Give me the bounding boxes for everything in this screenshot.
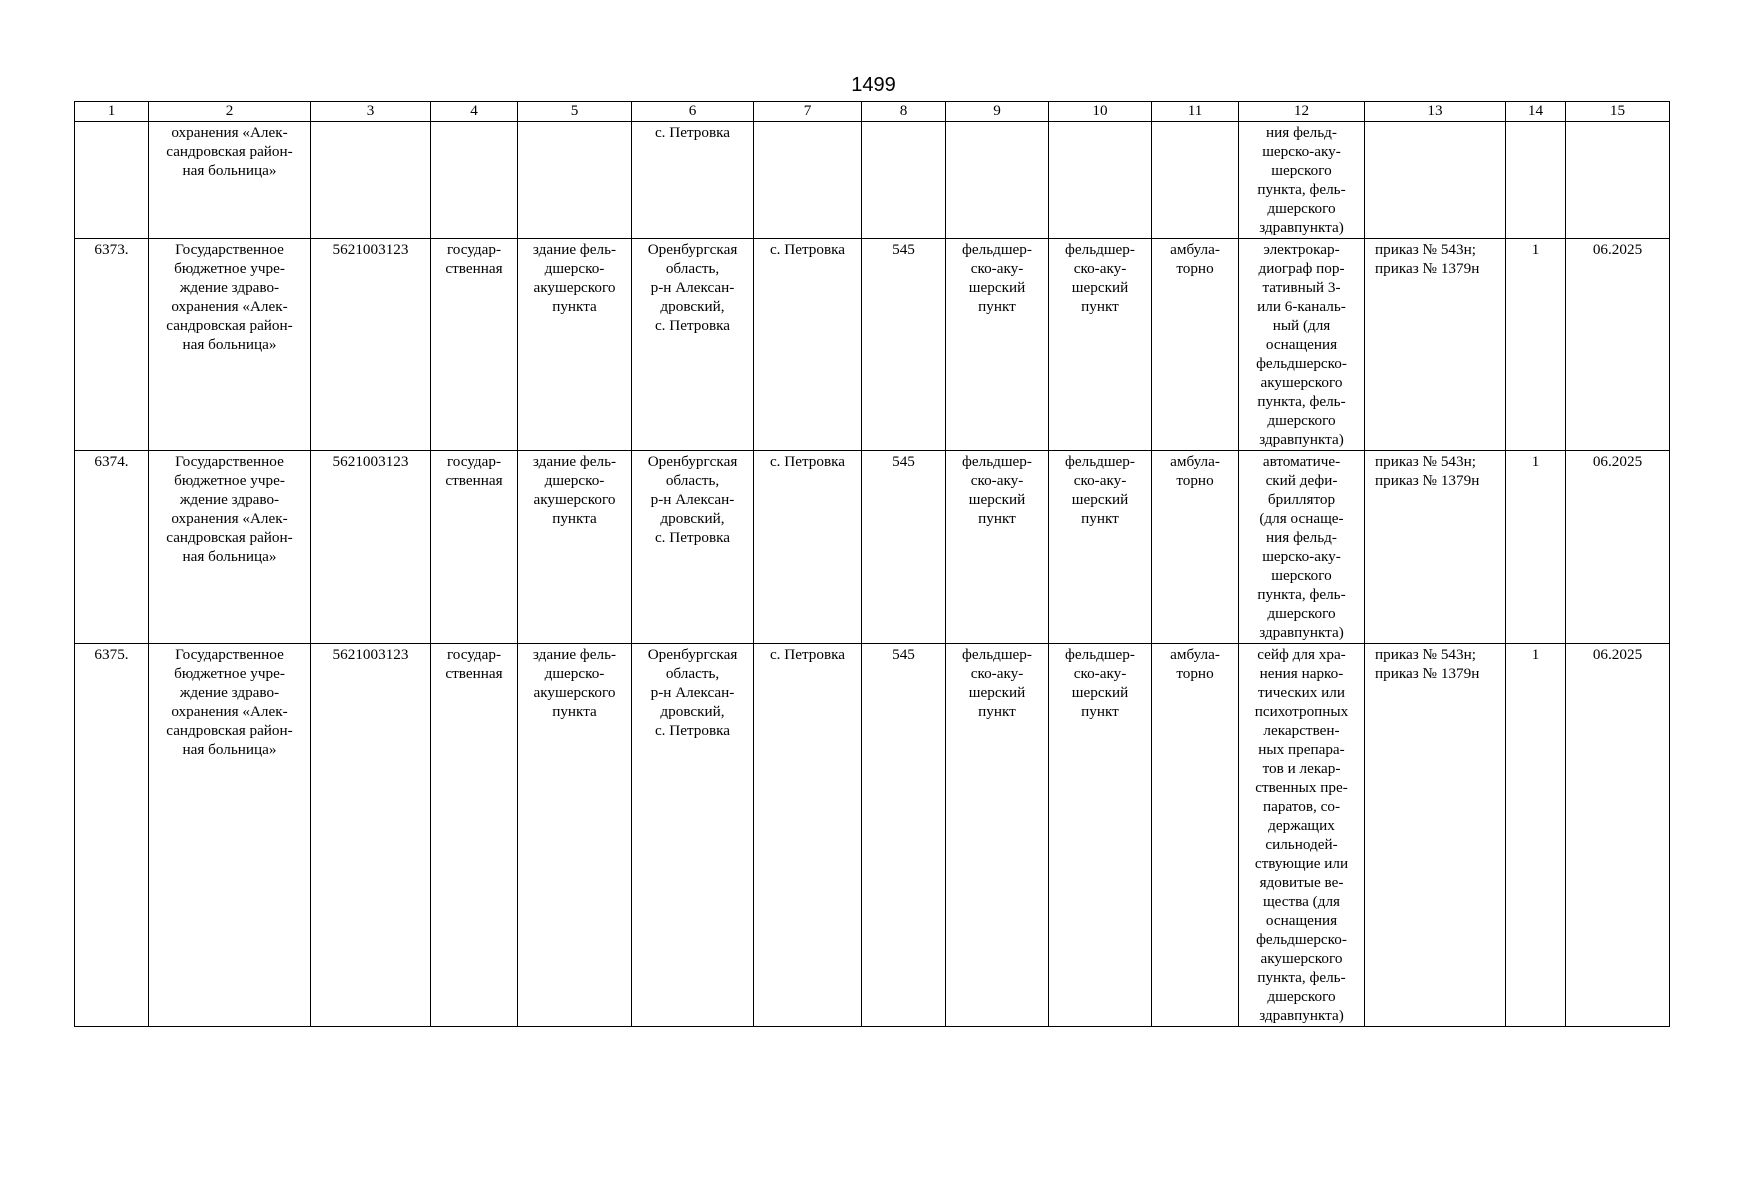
code-cell: 545	[862, 644, 946, 1027]
basis-cell: приказ № 543н; приказ № 1379н	[1365, 451, 1506, 644]
column-number: 1	[75, 102, 149, 122]
facility-subtype-cell: фельдшер- ско-аку- шерский пункт	[1049, 644, 1152, 1027]
address-cell: Оренбургская область, р-н Алексан- дровский, с. Петровка	[632, 451, 754, 644]
column-number: 11	[1152, 102, 1239, 122]
ownership-cell	[431, 122, 518, 239]
column-number: 5	[518, 102, 632, 122]
locality-cell: с. Петровка	[754, 239, 862, 451]
quantity-cell	[1506, 122, 1566, 239]
equipment-cell: автоматиче- ский дефи- бриллятор (для оснаще- ния фельд- шерско-аку- шерского пункта, фель- дшерского здравпункта)	[1239, 451, 1365, 644]
building-cell	[518, 122, 632, 239]
care-form-cell	[1152, 122, 1239, 239]
ownership-cell: государ- ственная	[431, 451, 518, 644]
table-row	[75, 239, 1670, 451]
facility-type-cell: фельдшер- ско-аку- шерский пункт	[946, 451, 1049, 644]
facility-subtype-cell	[1049, 122, 1152, 239]
quantity-cell: 1	[1506, 451, 1566, 644]
basis-cell: приказ № 543н; приказ № 1379н	[1365, 239, 1506, 451]
address-cell: с. Петровка	[632, 122, 754, 239]
care-form-cell: амбула- торно	[1152, 644, 1239, 1027]
locality-cell	[754, 122, 862, 239]
table-row	[75, 644, 1670, 1027]
facility-type-cell: фельдшер- ско-аку- шерский пункт	[946, 239, 1049, 451]
column-number: 9	[946, 102, 1049, 122]
code-cell: 545	[862, 451, 946, 644]
facility-type-cell: фельдшер- ско-аку- шерский пункт	[946, 644, 1049, 1027]
organization-cell: Государственное бюджетное учре- ждение здраво- охранения «Алек- сандровская район- ная больница»	[149, 644, 311, 1027]
quantity-cell: 1	[1506, 239, 1566, 451]
row-number-cell: 6373.	[75, 239, 149, 451]
building-cell: здание фель- дшерско- акушерского пункта	[518, 239, 632, 451]
column-number: 4	[431, 102, 518, 122]
column-number: 7	[754, 102, 862, 122]
equipment-cell: электрокар- диограф пор- тативный 3- или 6-каналь- ный (для оснащения фельдшерско- акушерского пункта, фель- дшерского здравпункта)	[1239, 239, 1365, 451]
equipment-cell: ния фельд- шерско-аку- шерского пункта, фель- дшерского здравпункта)	[1239, 122, 1365, 239]
inn-cell	[311, 122, 431, 239]
locality-cell: с. Петровка	[754, 451, 862, 644]
column-number: 8	[862, 102, 946, 122]
basis-cell: приказ № 543н; приказ № 1379н	[1365, 644, 1506, 1027]
care-form-cell: амбула- торно	[1152, 451, 1239, 644]
date-cell	[1566, 122, 1670, 239]
column-number: 6	[632, 102, 754, 122]
organization-cell: охранения «Алек- сандровская район- ная больница»	[149, 122, 311, 239]
code-cell	[862, 122, 946, 239]
register-table	[74, 101, 1670, 1027]
column-number: 3	[311, 102, 431, 122]
row-number-cell: 6374.	[75, 451, 149, 644]
facility-subtype-cell: фельдшер- ско-аку- шерский пункт	[1049, 239, 1152, 451]
row-number-cell	[75, 122, 149, 239]
building-cell: здание фель- дшерско- акушерского пункта	[518, 644, 632, 1027]
equipment-cell: сейф для хра- нения нарко- тических или психотропных лекарствен- ных препара- тов и лекар- ственных пре- паратов, со- держащих сильнодей- ствующие или ядовитые ве- щества (для оснащения фельдшерско- акушерского пункта, фель- дшерского здравпункта)	[1239, 644, 1365, 1027]
inn-cell: 5621003123	[311, 644, 431, 1027]
row-number-cell: 6375.	[75, 644, 149, 1027]
column-number: 13	[1365, 102, 1506, 122]
column-number: 12	[1239, 102, 1365, 122]
code-cell: 545	[862, 239, 946, 451]
basis-cell	[1365, 122, 1506, 239]
facility-subtype-cell: фельдшер- ско-аку- шерский пункт	[1049, 451, 1152, 644]
address-cell: Оренбургская область, р-н Алексан- дровский, с. Петровка	[632, 644, 754, 1027]
column-number: 14	[1506, 102, 1566, 122]
quantity-cell: 1	[1506, 644, 1566, 1027]
column-number: 2	[149, 102, 311, 122]
column-number-row	[75, 102, 1670, 122]
table-row	[75, 122, 1670, 239]
address-cell: Оренбургская область, р-н Алексан- дровский, с. Петровка	[632, 239, 754, 451]
inn-cell: 5621003123	[311, 451, 431, 644]
column-number: 15	[1566, 102, 1670, 122]
locality-cell: с. Петровка	[754, 644, 862, 1027]
building-cell: здание фель- дшерско- акушерского пункта	[518, 451, 632, 644]
date-cell: 06.2025	[1566, 451, 1670, 644]
column-number: 10	[1049, 102, 1152, 122]
page-number: 1499	[851, 74, 896, 96]
organization-cell: Государственное бюджетное учре- ждение здраво- охранения «Алек- сандровская район- ная больница»	[149, 451, 311, 644]
date-cell: 06.2025	[1566, 239, 1670, 451]
facility-type-cell	[946, 122, 1049, 239]
organization-cell: Государственное бюджетное учре- ждение здраво- охранения «Алек- сандровская район- ная больница»	[149, 239, 311, 451]
ownership-cell: государ- ственная	[431, 644, 518, 1027]
date-cell: 06.2025	[1566, 644, 1670, 1027]
ownership-cell: государ- ственная	[431, 239, 518, 451]
care-form-cell: амбула- торно	[1152, 239, 1239, 451]
table-row	[75, 451, 1670, 644]
inn-cell: 5621003123	[311, 239, 431, 451]
